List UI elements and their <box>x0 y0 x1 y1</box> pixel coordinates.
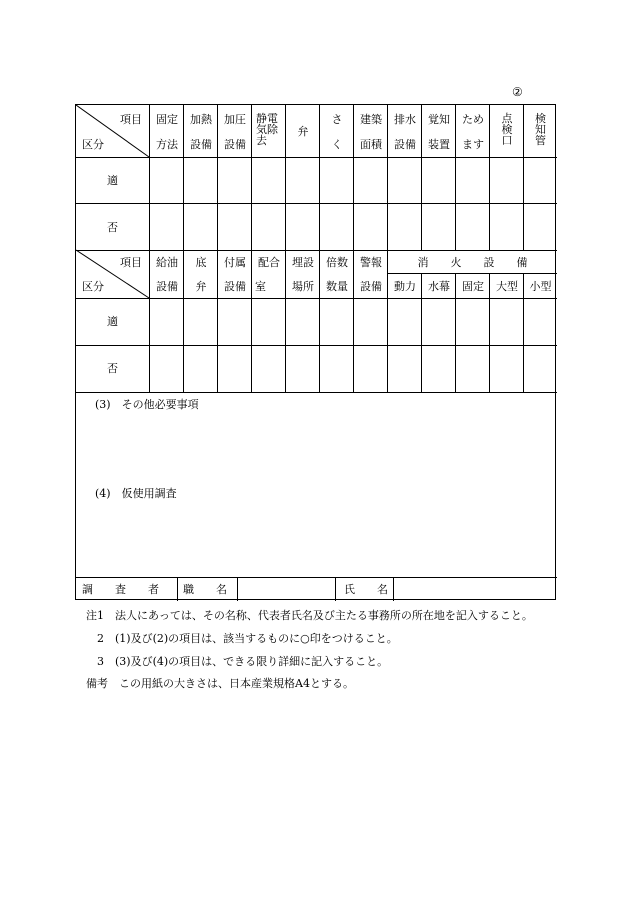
t2-col-alarm-l1: 警報 <box>360 256 382 269</box>
t2-fire-col-power: 動力 <box>394 280 416 293</box>
t1-col-static-l3: 去 <box>256 134 267 147</box>
note-2: 2 (1)及び(2)の項目は、該当するものに○印をつけること。 <box>86 632 398 645</box>
t1-col-building-area-l2: 面積 <box>360 138 382 151</box>
t1-col-detection-tube-l2: 知 <box>535 123 546 136</box>
t1-col-drainage-l2: 設備 <box>394 138 416 151</box>
t1-col-heating-l1: 加熱 <box>190 113 212 126</box>
table1-row-ng-label: 否 <box>107 221 118 234</box>
table2-header-item: 項目 <box>120 256 142 269</box>
t2-col-multiple-qty-l2: 数量 <box>326 280 348 293</box>
t2-col-mixing-room-l2: 室 <box>255 280 266 293</box>
t1-col-detector-l1: 覚知 <box>428 113 450 126</box>
footer-name-label: 氏 名 <box>344 583 388 596</box>
t1-col-fixing-method-l1: 固定 <box>156 113 178 126</box>
t1-col-static-l1: 静電 <box>256 112 278 125</box>
t2-fire-col-small: 小型 <box>529 280 552 293</box>
section-provisional-use: (4) 仮使用調査 <box>95 487 177 500</box>
t2-fire-col-fixed: 固定 <box>462 280 484 293</box>
t1-col-valve: 弁 <box>297 125 309 138</box>
footer-position-label: 職 名 <box>183 583 227 596</box>
section-other-matters: (3) その他必要事項 <box>95 398 199 411</box>
t2-col-refueling-l1: 給油 <box>156 256 178 269</box>
t1-col-fence-l2: く <box>331 138 343 151</box>
t2-col-mixing-room-l1: 配合 <box>258 256 280 269</box>
t1-col-inspection-port-l2: 検 <box>501 123 513 136</box>
table1-header-item: 項目 <box>120 113 142 126</box>
t2-col-multiple-qty-l1: 倍数 <box>326 256 348 269</box>
table1-header-division: 区分 <box>82 138 104 151</box>
t1-col-detection-tube-l1: 検 <box>535 112 546 125</box>
t2-col-burial-site-l1: 埋設 <box>292 256 314 269</box>
t1-col-sump-l1: ため <box>462 113 484 126</box>
table2-row-ok-label: 適 <box>107 315 118 328</box>
t1-col-inspection-port-l1: 点 <box>501 112 513 125</box>
t1-col-detector-l2: 装置 <box>428 138 450 151</box>
t2-fire-col-large: 大型 <box>496 280 518 293</box>
inspection-form-table <box>75 104 556 600</box>
table2-row-ng-label: 否 <box>107 362 118 375</box>
t1-col-drainage-l1: 排水 <box>394 113 416 126</box>
table1-row-ok-label: 適 <box>107 174 118 187</box>
t1-col-heating-l2: 設備 <box>190 138 212 151</box>
t1-col-static-l2: 気除 <box>256 123 278 136</box>
note-1: 注1 法人にあっては、その名称、代表者氏名及び主たる事務所の所在地を記入すること。 <box>86 609 533 622</box>
t1-col-building-area-l1: 建築 <box>360 113 382 126</box>
t2-col-burial-site-l2: 場所 <box>292 280 314 293</box>
footer-investigator-label: 調 査 者 <box>82 583 159 596</box>
t1-col-fence-l1: さ <box>331 113 343 126</box>
t1-col-detection-tube-l3: 管 <box>535 134 546 147</box>
note-3: 3 (3)及び(4)の項目は、できる限り詳細に記入すること。 <box>86 655 389 668</box>
t1-col-pressurizing-l1: 加圧 <box>224 113 246 126</box>
t2-col-alarm-l2: 設備 <box>360 280 382 293</box>
t2-col-refueling-l2: 設備 <box>156 280 178 293</box>
remarks: 備考 この用紙の大きさは、日本産業規格A4とする。 <box>86 677 354 690</box>
t2-fire-col-water-curtain: 水幕 <box>428 280 450 293</box>
t2-col-accessory-l2: 設備 <box>224 280 246 293</box>
t1-col-inspection-port-l3: 口 <box>501 134 513 147</box>
page-number: ② <box>512 85 523 99</box>
t2-fire-equipment-header: 消 火 設 備 <box>417 256 528 269</box>
t2-col-bottom-valve-l1: 底 <box>195 256 207 269</box>
t1-col-sump-l2: ます <box>462 138 484 151</box>
t2-col-bottom-valve-l2: 弁 <box>195 280 207 293</box>
t1-col-pressurizing-l2: 設備 <box>224 138 246 151</box>
t1-col-fixing-method-l2: 方法 <box>156 138 178 151</box>
table2-header-division: 区分 <box>82 280 104 293</box>
t2-col-accessory-l1: 付属 <box>224 256 246 269</box>
